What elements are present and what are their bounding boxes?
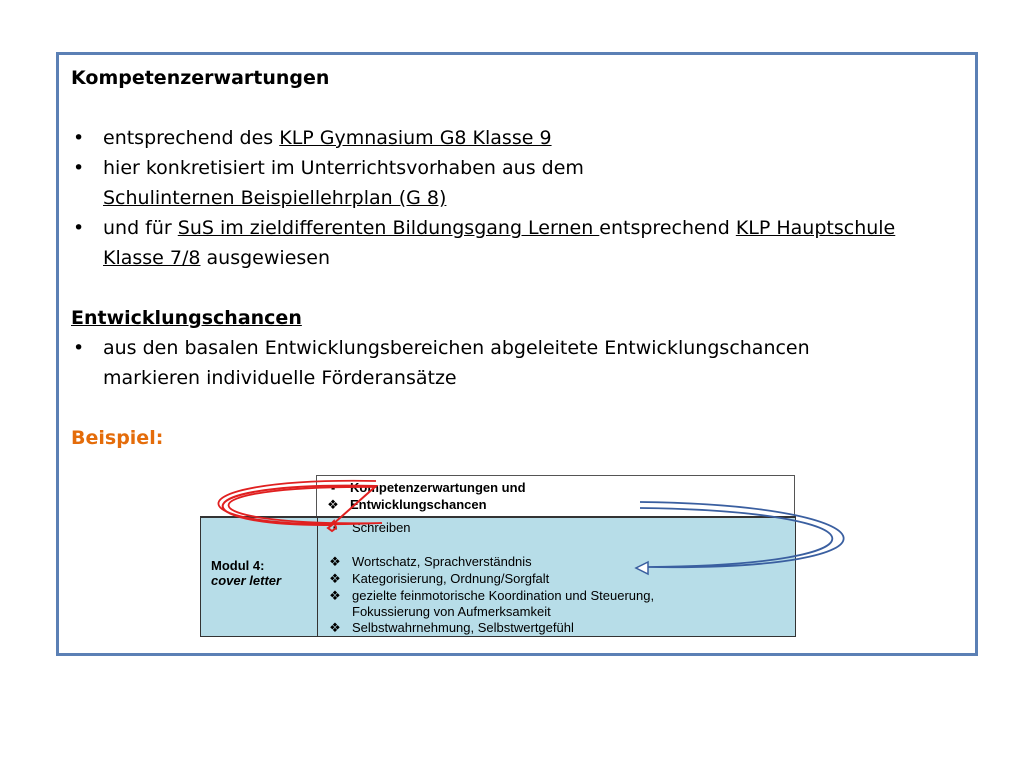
row-text: Kategorisierung, Ordnung/Sorgfalt <box>352 571 550 586</box>
row-text: Selbstwahrnehmung, Selbstwertgefühl <box>352 620 574 635</box>
sus-bildungsgang-link: SuS im zieldifferenten Bildungsgang Lernen <box>177 217 600 239</box>
klasse-link: Klasse 7/8 <box>103 247 201 269</box>
row-text: gezielte feinmotorische Koordination und Steuerung, <box>352 588 655 603</box>
list-item <box>71 123 963 153</box>
entwicklung-list <box>71 333 963 393</box>
slide-content <box>71 63 963 453</box>
square-bullet-icon: ▪ <box>332 520 338 535</box>
klp-hauptschule-link: KLP Hauptschule <box>735 217 896 239</box>
spacer <box>71 393 963 423</box>
kompetenz-heading: Kompetenzerwartungen <box>71 67 330 89</box>
row-text: Schreiben <box>352 520 411 535</box>
bullet: • <box>73 157 85 179</box>
bullet: • <box>73 337 85 359</box>
entwicklung-line1: aus den basalen Entwicklungsbereichen abgeleitete Entwicklungschancen <box>103 337 810 359</box>
spacer <box>71 93 963 123</box>
diamond-bullet-icon: ❖ <box>329 620 341 635</box>
connector-arrows <box>200 471 880 641</box>
blue-arrow-loop <box>640 502 844 567</box>
entwicklung-heading: Entwicklungschancen <box>71 307 302 329</box>
diamond-bullet-icon: ❖ <box>329 554 341 569</box>
diamond-bullet-icon: ❖ <box>329 588 341 603</box>
diamond-bullet-icon: ❖ <box>329 571 341 586</box>
list-item <box>71 333 963 393</box>
bullet: • <box>73 217 85 239</box>
spacer <box>71 273 963 303</box>
bullet: • <box>73 127 85 149</box>
beispiellehrplan-link: Schulinternen Beispiellehrplan (G 8) <box>103 187 447 209</box>
header-text: Entwicklungschancen <box>350 497 487 512</box>
entwicklung-line2: markieren individuelle Förderansätze <box>103 367 457 389</box>
row-text: Fokussierung von Aufmerksamkeit <box>352 604 551 619</box>
row-text: Wortschatz, Sprachverständnis <box>352 554 532 569</box>
klp-gymnasium-link: KLP Gymnasium G8 Klasse 9 <box>279 127 552 149</box>
item1-prefix: entsprechend des <box>103 127 280 149</box>
module-line1: Modul 4: <box>211 558 265 573</box>
square-bullet-icon: ▪ <box>330 480 336 495</box>
item2-line1: hier konkretisiert im Unterrichtsvorhaben aus dem <box>103 157 584 179</box>
module-line2: cover letter <box>211 573 282 588</box>
blue-arrow-head <box>636 562 648 574</box>
list-item <box>71 213 963 273</box>
item3-prefix: und für <box>103 217 178 239</box>
item3-suffix: ausgewiesen <box>200 247 331 269</box>
example-table-image <box>200 471 796 637</box>
list-item <box>71 153 963 213</box>
kompetenz-list <box>71 123 963 273</box>
beispiel-label: Beispiel: <box>71 427 164 449</box>
slide-frame <box>56 52 978 656</box>
header-text: Kompetenzerwartungen und <box>350 480 526 495</box>
item3-middle: entsprechend <box>599 217 736 239</box>
diamond-bullet-icon: ❖ <box>327 497 339 512</box>
